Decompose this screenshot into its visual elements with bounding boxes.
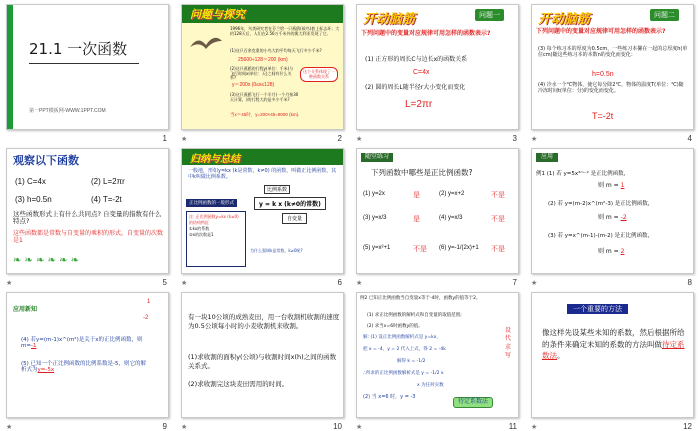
answer-3: 当x＝45时，y=200×45=9000 (km). (230, 112, 300, 117)
prompt: 下列函数中哪些是正比例函数? (371, 168, 473, 177)
example-2-value: -2 (620, 214, 627, 221)
example-3-answer-label: 则 m = 2 (598, 248, 625, 255)
question-4-value: -1 (30, 343, 37, 350)
slide-header: 应用 (536, 153, 558, 162)
question-3: (3)这只燕鸥飞行一个半月(一个月按30天计算，)的行程大约是多少千米? (230, 92, 299, 102)
item-1: (1) 正方形的周长C与边长x的函数关系 (365, 56, 468, 63)
note-heading: 注: 正比例函数y=kx (k≠0) 的结构特征 (189, 214, 239, 225)
item-3: (3) y=x/3 (363, 215, 387, 221)
transition-icon: ★ (356, 423, 363, 431)
slide-number: 11 (508, 422, 517, 431)
slide-thumbnail-10[interactable] (181, 292, 344, 418)
answer-4: T=-2t (592, 111, 614, 121)
leaf-icon: ❧ ❧ ❧ ❧ ❧ ❧ (13, 255, 80, 266)
item-3: (3) 每个练习本的厚度为0.5cm，一些练习本摞在一起的总厚度h(单位cm)随这些练习本的本数n的变化而变化： (538, 46, 688, 58)
function-2: (2) L=2πr (91, 177, 125, 186)
slide-number: 2 (337, 134, 342, 143)
example-2-answer-label: 则 m = -2 (598, 214, 627, 221)
result-4: 不是 (491, 215, 505, 223)
question-5: (5) 已知一个正比例函数的比例系数是-5，则它的解析式为y=-5x (21, 361, 147, 374)
slide-slot-3[interactable] (350, 0, 525, 144)
example-3-value: 2 (620, 248, 625, 255)
note-item-2: ②x的次数是1 (189, 232, 214, 237)
answer: 这些函数都是常数与自变量的乘积的形式。自变量的次数是1 (13, 230, 164, 244)
example-1: 例1 (1) 若 y=5x³ᵐ⁻² 是正比例函数， (536, 171, 630, 177)
result-3: 是 (413, 215, 420, 223)
slide-number: 5 (162, 278, 167, 287)
value-1: 1 (147, 299, 151, 305)
slide-number: 9 (162, 422, 167, 431)
example-3: (3) 若 y=x^(m-1)-(m-2) 是正比例函数， (548, 233, 654, 239)
slide-thumbnail-2[interactable] (181, 4, 344, 130)
result-2: 不是 (491, 191, 505, 199)
sub-question-1: (1) 求正比例函数的解析式和自变量的取值范围; (367, 313, 462, 318)
note-item-1: ①kx的系数 (189, 226, 210, 231)
slide-thumbnail-7[interactable] (356, 148, 519, 274)
example-1-value: 1 (620, 182, 625, 189)
question-2: (2)求收割完这块麦田需用的时间。 (188, 380, 289, 388)
slide-thumbnail-3[interactable] (356, 4, 519, 130)
slide-thumbnail-9[interactable] (6, 292, 169, 418)
transition-icon: ★ (531, 279, 538, 287)
title-underline (29, 63, 139, 64)
value-2: -2 (143, 315, 149, 321)
slide-header: 归纳与总结 (190, 154, 240, 165)
slide-slot-11[interactable] (350, 288, 525, 431)
slide-number: 4 (687, 134, 692, 143)
slide-number: 7 (512, 278, 517, 287)
slide-slot-6[interactable] (175, 144, 350, 288)
item-2: (2) 圆的周长L随半径r大小变化而变化 (365, 84, 466, 91)
result-6: 不是 (491, 245, 505, 253)
problem-tag: 问题一 (475, 9, 504, 21)
variable-label: 自变量 (282, 213, 307, 224)
transition-icon: ★ (181, 423, 188, 431)
slide-number: 3 (512, 134, 517, 143)
slide-slot-1[interactable] (0, 0, 175, 144)
slide-slot-5[interactable] (0, 144, 175, 288)
slide-slot-4[interactable] (525, 0, 700, 144)
transition-icon: ★ (6, 279, 13, 287)
structure-note-box (186, 211, 246, 267)
transition-icon: ★ (356, 279, 363, 287)
slide-number: 10 (333, 422, 342, 431)
result-5: 不是 (413, 245, 427, 253)
example-2: (2) 若 y=(m-2)x^(m²-3) 是正比例函数， (548, 201, 654, 207)
coefficient-label: 比例系数 (264, 185, 290, 194)
item-6: (6) y=-1/(2x)+1 (439, 245, 479, 251)
slide-number: 6 (337, 278, 342, 287)
slide-number: 12 (683, 422, 692, 431)
prompt: 下列问题中的变量对应规律可用怎样的函数表示? (361, 30, 491, 37)
slide-header: 开动脑筋 (538, 12, 591, 27)
function-4: (4) T=-2t (91, 195, 122, 204)
item-2: (2) y=x+2 (439, 191, 465, 197)
answer-2: y＝200x (0≤x≤128) (232, 82, 275, 88)
definition: 一般地，形如y=kx (k是常数，k≠0) 的函数，叫做正比例函数，其中k叫做比例系数。 (188, 168, 337, 180)
question-1: (1)求收割的面积y(公顷)与收割时间x(h)之间的函数关系式。 (188, 353, 337, 370)
slide-slot-10[interactable] (175, 288, 350, 431)
solution-step-4: ∴所求的正比例函数解析式是 y = -1/2 x (363, 371, 444, 376)
slide-title: 21.1 一次函数 (29, 40, 128, 58)
slide-footer: 第一PPT模板网-WWW.1PPT.COM (29, 108, 106, 114)
item-4: (4) y=x/3 (439, 215, 463, 221)
answer-3: h=0.5n (592, 71, 614, 78)
answer-1: C=4x (413, 69, 430, 76)
slide-slot-9[interactable] (0, 288, 175, 431)
item-4: (4) 冷水一个℃物体，使它每分降2℃，物体的温度T(单位：℃)随冷冻时间t(单位：分)的变化而变化。 (538, 82, 684, 94)
slide-number: 8 (687, 278, 692, 287)
solution-step-1: 解: (1) 设正比例函数解析式是 y=kx， (363, 335, 441, 340)
slide-thumbnail-11[interactable] (356, 292, 519, 418)
item-1: (1) y=2x (363, 191, 385, 197)
question-2: (2)这只燕鸥的行程y(单位：千米)与飞行时间x(单位：天)之间有什么关系? (230, 66, 294, 81)
method-term: 待定系数法 (542, 339, 685, 361)
callout-note: 这个关系体现了一种函数关系 (300, 67, 338, 82)
solution-step-2: 把 x = -4，y = 2 代入上式，得 2 = -4k (363, 347, 446, 352)
formula-box: y = k x (k≠0的常数) (254, 197, 326, 210)
slide-header: 观察以下函数 (13, 154, 79, 167)
question-1: (1)这只百余克重的小鸟大约平均每天飞行多少千米? (230, 48, 322, 53)
solution-step-6: (2) 当 x=6 时，y = -3 (363, 394, 416, 400)
intro-text: 1996年，鸟类研究者在芬兰给一只燕鸥(候鸟)套上标志环；大约128天后，人们在2.56万千米外的澳大利亚发现了它。 (230, 26, 340, 36)
slide-header: 随堂练习 (361, 153, 393, 162)
question-4: (4) 若y=(m-1)x^(m²)是关于x的正比例函数，则m=-1 (21, 337, 143, 350)
transition-icon: ★ (6, 423, 13, 431)
method-description: 像这样先设某些未知的系数，然后根据所给的条件来确定未知的系数的方法叫做待定系数法。 (542, 328, 685, 361)
result-1: 是 (413, 191, 420, 199)
slide-header: 应用新知 (13, 306, 38, 313)
transition-icon: ★ (181, 279, 188, 287)
slide-slot-8[interactable] (525, 144, 700, 288)
example-1-answer-label: 则 m = 1 (598, 182, 625, 189)
problem-text: 有一块10公顷的成熟麦田，用一台收割机收割的速度为0.5公顷每小时的小麦收割机来收割。 (188, 313, 340, 330)
slide-slot-2[interactable] (175, 0, 350, 144)
slide-thumbnail-4[interactable] (531, 4, 694, 130)
slide-number: 1 (162, 134, 167, 143)
solution-step-5: x 为任何实数 (417, 383, 444, 388)
transition-icon: ★ (356, 135, 363, 143)
answer-1: 25600÷128＝200 (km) (238, 57, 288, 63)
example-statement: 例2 已知正比例函数当自变量x等于-4时，函数y的值等于2。 (360, 296, 481, 301)
slide-slot-12[interactable] (525, 288, 700, 431)
function-3: (3) h=0.5n (15, 195, 52, 204)
slide-thumbnail-6[interactable] (181, 148, 344, 274)
bird-icon (188, 31, 224, 57)
function-1: (1) C=4x (15, 177, 46, 186)
general-form-label: 正比例函数的一般形式 (186, 199, 237, 207)
method-banner: 一个重要的方法 (566, 303, 629, 315)
question-5-value: y=-5x (37, 367, 55, 374)
slide-thumbnail-5[interactable] (6, 148, 169, 274)
slide-thumbnail-1[interactable] (6, 4, 169, 130)
answer-2: L=2πr (405, 99, 433, 110)
question-note: 为什么强调k是常数，k≠0呢? (250, 248, 303, 253)
item-5: (5) y=x²+1 (363, 245, 391, 251)
transition-icon: ★ (531, 423, 538, 431)
transition-icon: ★ (181, 135, 188, 143)
green-accent-bar (7, 5, 13, 129)
slide-header: 开动脑筋 (363, 12, 416, 27)
method-badge: 待定系数法 (453, 397, 493, 408)
slide-thumbnail-12[interactable] (531, 292, 694, 418)
prompt: 下列问题中的变量对应规律可用怎样的函数表示? (536, 28, 666, 35)
transition-icon: ★ (531, 135, 538, 143)
method-steps: 设 代 求 写 (505, 327, 512, 360)
question: 这些函数形式上有什么共同点? 自变量的指数有什么特点? (13, 210, 162, 226)
slide-slot-7[interactable] (350, 144, 525, 288)
solution-step-3: 解得 k = -1/2 (397, 359, 426, 364)
problem-tag: 问题二 (650, 9, 679, 21)
slide-thumbnail-8[interactable] (531, 148, 694, 274)
sub-question-2: (2) 求当x=6时函数y的值。 (367, 324, 423, 329)
slide-header: 问题与探究 (190, 8, 245, 21)
